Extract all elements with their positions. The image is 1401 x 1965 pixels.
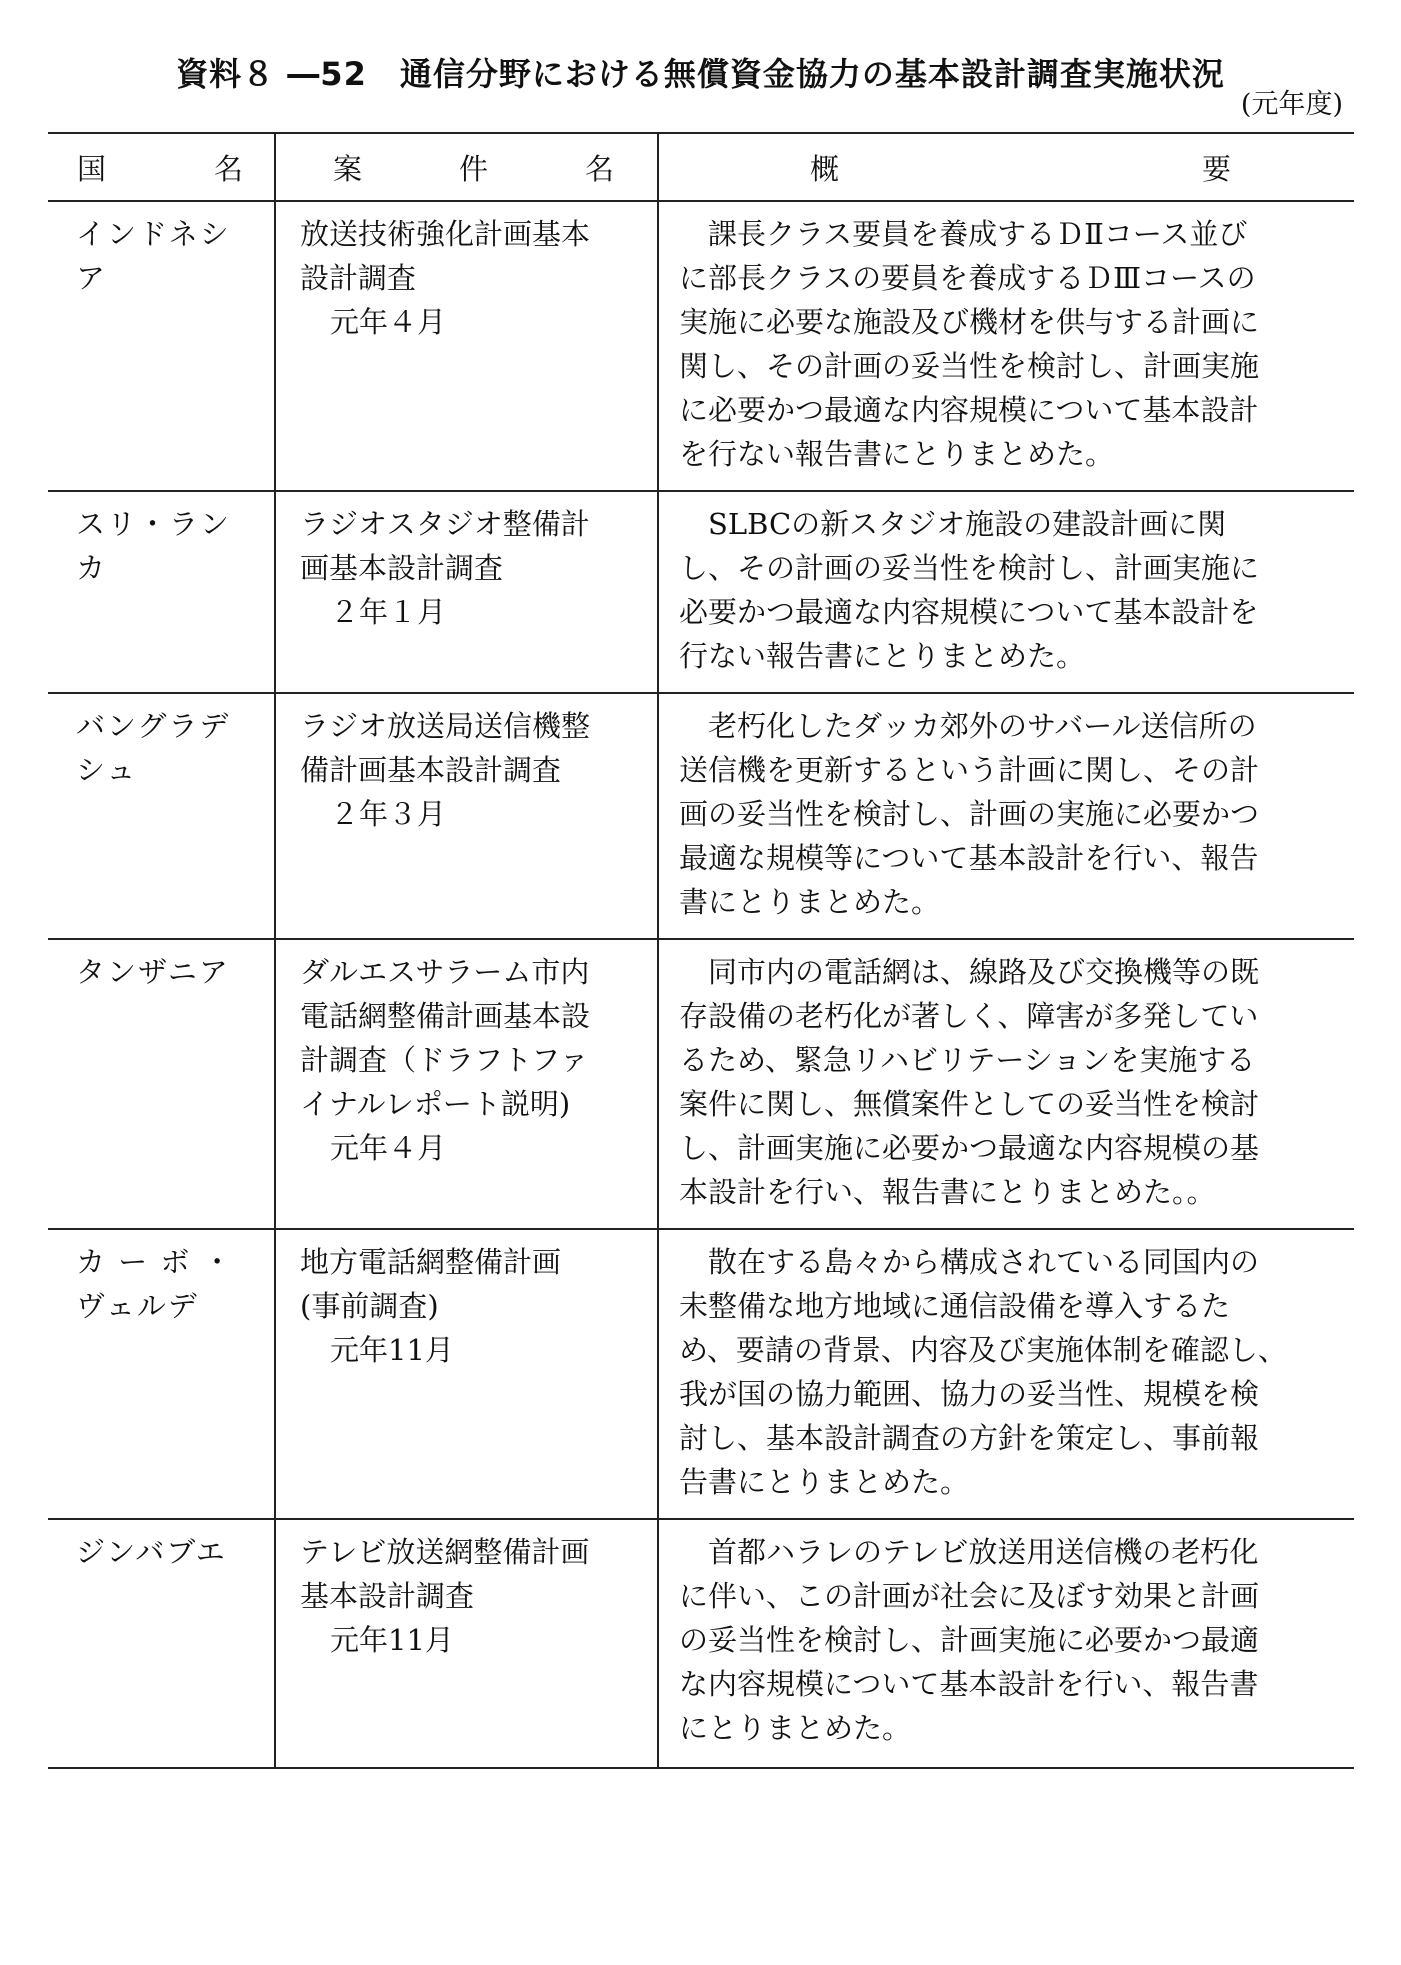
header-project-char: 案 [333,151,365,186]
project-date: ２年１月 [330,595,447,629]
project-cell [275,1519,658,1768]
header-country [48,133,275,201]
table-body [48,201,1354,1768]
table-row [48,491,1354,693]
project-date: 元年４月 [330,1131,447,1165]
header-country-char: 名 [213,151,245,186]
table-row [48,1229,1354,1519]
table-row [48,201,1354,491]
project-name: ダルエスサラーム市内 電話網整備計画基本設 計調査（ドラフトファ イナルレポート説明) [300,955,591,1121]
survey-table [48,132,1354,1769]
country-cell: ジンバブエ [48,1519,275,1768]
project-cell [275,491,658,693]
country-cell: スリ・ラン カ [48,491,275,693]
summary-cell: 課長クラス要員を養成するＤⅡコース並び に部長クラスの要員を養成するＤⅢコースの 実施に必要な施設及び機材を供与する計画に 関し、その計画の妥当性を検討し、計画実施 に必要かつ最適な内容規模について基本設計 を行ない報告書にとりまとめた。 [658,201,1354,491]
header-project [275,133,658,201]
project-name: ラジオスタジオ整備計 画基本設計調査 [300,507,590,585]
summary-cell: 同市内の電話網は、線路及び交換機等の既 存設備の老朽化が著しく、障害が多発してい るため、緊急リハビリテーションを実施する 案件に関し、無償案件としての妥当性を検討 し、計画実施に必要かつ最適な内容規模の基 本設計を行い、報告書にとりまとめた。。 [658,939,1354,1229]
summary-cell: 散在する島々から構成されている同国内の 未整備な地方地域に通信設備を導入するた め、要請の背景、内容及び実施体制を確認し、 我が国の協力範囲、協力の妥当性、規模を検 討し、基本設計調査の方針を策定し、事前報 告書にとりまとめた。 [658,1229,1354,1519]
project-date: 元年11月 [330,1333,454,1367]
project-date: ２年３月 [330,797,447,831]
table-row [48,939,1354,1229]
project-name: ラジオ放送局送信機整 備計画基本設計調査 [300,709,591,787]
header-summary-char: 概 [810,151,842,186]
fiscal-year-note: (元年度) [1240,89,1343,120]
country-cell: バングラデ シュ [48,693,275,939]
project-date: 元年11月 [330,1623,454,1657]
project-cell [275,939,658,1229]
header-project-char: 件 [458,151,490,186]
project-cell [275,693,658,939]
project-cell [275,201,658,491]
summary-cell: SLBCの新スタジオ施設の建設計画に関 し、その計画の妥当性を検討し、計画実施に 必要かつ最適な内容規模について基本設計を 行ない報告書にとりまとめた。 [658,491,1354,693]
country-cell: インドネシ ア [48,201,275,491]
table-row [48,693,1354,939]
country-cell: タンザニア [48,939,275,1229]
table-header [48,133,1354,201]
project-date: 元年４月 [330,305,447,339]
header-country-char: 国 [77,151,109,186]
summary-cell: 首都ハラレのテレビ放送用送信機の老朽化 に伴い、この計画が社会に及ぼす効果と計画 の妥当性を検討し、計画実施に必要かつ最適 な内容規模について基本設計を行い、報告書 にとりまとめた。 [658,1519,1354,1768]
project-name: テレビ放送網整備計画 基本設計調査 [300,1535,590,1613]
header-summary [658,133,1354,201]
summary-cell: 老朽化したダッカ郊外のサバール送信所の 送信機を更新するという計画に関し、その計 画の妥当性を検討し、計画の実施に必要かつ 最適な規模等について基本設計を行い、報告 書にとりまとめた。 [658,693,1354,939]
document-title: 資料８ ―52 通信分野における無償資金協力の基本設計調査実施状況 [176,55,1225,94]
project-cell [275,1229,658,1519]
header-row [48,133,1354,201]
table-row [48,1519,1354,1768]
country-cell: カ ー ボ ・ ヴェルデ [48,1229,275,1519]
header-summary-char: 要 [1201,151,1233,186]
project-name: 地方電話網整備計画 (事前調査) [300,1245,562,1323]
project-name: 放送技術強化計画基本 設計調査 [300,217,591,295]
header-project-char: 名 [584,151,616,186]
